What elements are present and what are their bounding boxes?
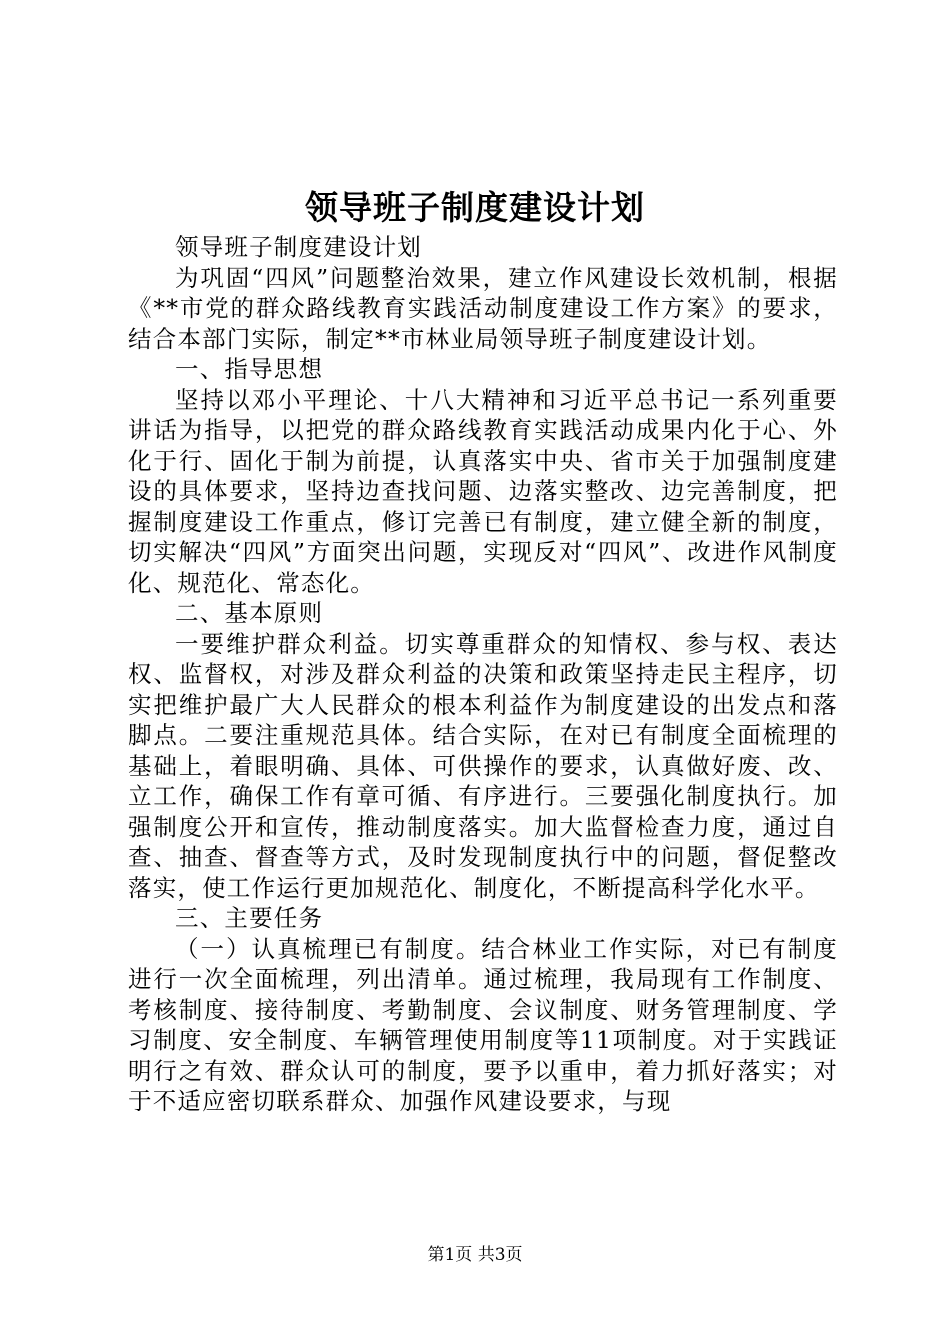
paragraph-guiding-thought: 坚持以邓小平理论、十八大精神和习近平总书记一系列重要讲话为指导，以把党的群众路线教育实践活动成果内化于心、外化于行、固化于制为前提，认真落实中央、省市关于加强制度建设的具体要求，坚持边查找问题、边落实整改、边完善制度，把握制度建设工作重点，修订完善已有制度，建立健全新的制度，切实解决“四风”方面突出问题，实现反对“四风”、改进作风制度化、规范化、常态化。 [128,385,838,597]
document-title: 领导班子制度建设计划 [305,188,645,227]
page-footer: 第1页 共3页 [427,1245,523,1265]
document-body [128,232,838,1117]
paragraph-subtitle: 领导班子制度建设计划 [175,233,422,261]
paragraph-intro: 为巩固“四风”问题整治效果，建立作风建设长效机制，根据《**市党的群众路线教育实践活动制度建设工作方案》的要求，结合本部门实际，制定**市林业局领导班子制度建设计划。 [128,263,838,353]
paragraph-basic-principles: 一要维护群众利益。切实尊重群众的知情权、参与权、表达权、监督权，对涉及群众利益的决策和政策坚持走民主程序，切实把维护最广大人民群众的根本利益作为制度建设的出发点和落脚点。二要注重规范具体。结合实际，在对已有制度全面梳理的基础上，着眼明确、具体、可供操作的要求，认真做好废、改、立工作，确保工作有章可循、有序进行。三要强化制度执行。加强制度公开和宣传，推动制度落实。加大监督检查力度，通过自查、抽查、督查等方式，及时发现制度执行中的问题，督促整改落实，使工作运行更加规范化、制度化，不断提高科学化水平。 [128,629,838,902]
section-heading-guiding-thought: 一、指导思想 [175,355,324,383]
section-heading-basic-principles: 二、基本原则 [175,599,324,627]
paragraph-main-tasks: （一）认真梳理已有制度。结合林业工作实际，对已有制度进行一次全面梳理，列出清单。通过梳理，我局现有工作制度、考核制度、接待制度、考勤制度、会议制度、财务管理制度、学习制度、安全制度、车辆管理使用制度等11项制度。对于实践证明行之有效、群众认可的制度，要予以重申，着力抓好落实；对于不适应密切联系群众、加强作风建设要求，与现 [128,934,838,1115]
section-heading-main-tasks: 三、主要任务 [175,904,324,932]
